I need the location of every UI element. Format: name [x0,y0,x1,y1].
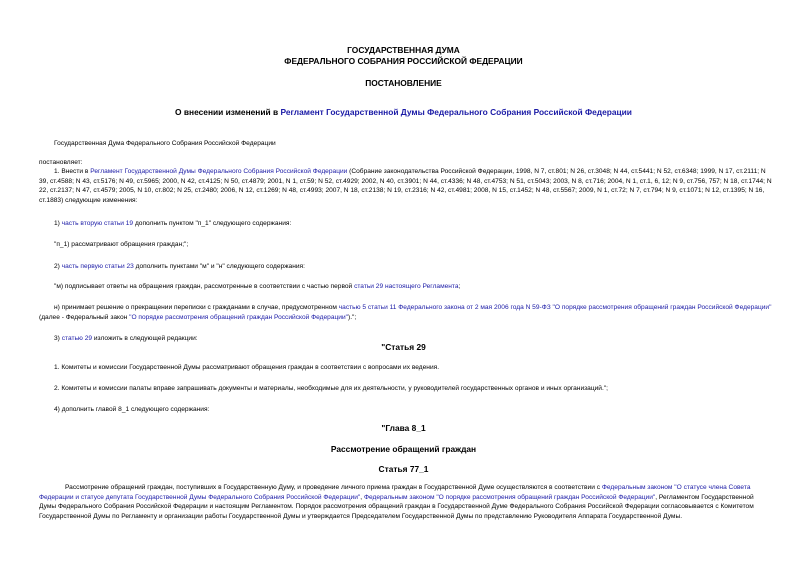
article-77-text-3: , Регламентом Государственной Думы Федерального Собрания Российской Федерации и настоящим Регламентом. Порядок рассмотрения обращений граждан в Государственной Думе Федерального Собрания Российской Федерации согласовывается с Комитетом Государственной Думы по Регламенту и организации работы Государственной Думы и утверждается Председателем Государственной Думы по представлению Руководителя Аппарата Государственной Думы. [39,493,754,520]
item-1-regulation-link[interactable]: Регламент Государственной Думы Федерального Собрания Российской Федерации [90,168,348,175]
point-2 [54,262,754,272]
point-2-m-text: "м) подписывает ответы на обращения граждан, рассмотренные в соответствии с частью первой [54,283,355,290]
point-2-n-text: н) принимает решение о прекращении переписки с гражданами в случае, предусмотренном [54,304,339,311]
article-29-link[interactable]: статьи 29 настоящего Регламента [354,283,459,290]
article-77-text [39,483,772,521]
chapter-heading: "Глава 8_1 [381,423,426,433]
intro-text: Государственная Дума Федерального Собрания Российской Федерации [54,140,276,147]
item-1 [39,167,772,205]
point-3-prefix: 3) [54,335,62,342]
article-29-p2: 2. Комитеты и комиссии палаты вправе запрашивать документы и материалы, необходимые для их деятельности, у руководителей государственных органов и иных организаций."; [54,385,608,392]
status-law-link[interactable]: Федеральным законом "О статусе члена Совета Федерации и статусе депутата Государственной Думы Федерального Собрания Российской Федерации" [39,484,751,501]
article-29-p1: 1. Комитеты и комиссии Государственной Думы рассматривают обращения граждан в соответствии с вопросами их ведения. [54,364,440,371]
doc-title-prefix: О внесении изменений в [175,107,281,117]
point-2-m-end: ; [458,283,461,290]
article-77-text-2: , [360,493,364,501]
article-29-heading: "Статья 29 [381,342,426,352]
point-2-n-mid: (далее - Федеральный закон [39,313,130,321]
item-1-rest: (Собрание законодательства Российской Федерации, 1998, N 7, ст.801; N 26, ст.3048; N 44, ст.5441; N 52, ст.6348; 1999, N 17, ст.2111; N 39, ст.4588; N 43, ст.5176; N 49, ст.5965; 2000, N 42, ст.4125; N 50, ст.4879; 2001, N 1, ст.59; N 52, ст.4929; 2002, N 40, ст.3901; N 44, ст.4336; N 48, ст.4753; N 51, ст.5043; 2003, N 8, ст.716; 2004, N 1, ст.1, 6, 12; N 9, ст.756, 757; N 18, ст.1744; N 22, ст.2137; N 47, ст.4579; 2005, N 10, ст.802; N 25, ст.2480; 2006, N 12, ст.1269; N 48, ст.4993; 2007, N 18, ст.2138; N 19, ст.2316; N 42, ст.4981; 2008, N 15, ст.1452; N 48, ст.5567; 2009, N 1, ст.72; N 7, ст.794; N 9, ст.1071; N 12, ст.1395; N 16, ст.1883) следующие изменения: [39,168,772,204]
article-77-text-1: Рассмотрение обращений граждан, поступивших в Государственную Думу, и проведение личного приема граждан в Государственной Думе осуществляются в соответствии с [65,484,602,491]
point-2-n-end: )."; [348,313,357,321]
chapter-title: Рассмотрение обращений граждан [330,444,477,454]
resolves-text: постановляет: [39,159,83,166]
doc-type: ПОСТАНОВЛЕНИЕ [365,78,442,88]
point-2-link[interactable]: часть первую статьи 23 [61,263,134,270]
item-1-prefix: 1. Внести в [54,168,91,175]
point-3-link[interactable]: статью 29 [61,335,93,342]
doc-title [0,107,807,118]
point-4: 4) дополнить главой 8_1 следующего содержания: [54,406,210,413]
point-2-prefix: 2) [54,263,62,270]
federal-law-59-link[interactable]: частью 5 статьи 11 Федерального закона от 2 мая 2006 года N 59-ФЗ "О порядке рассмотрения обращений граждан Российской Федерации" [338,304,772,311]
point-1-quote: "п_1) рассматривают обращения граждан;"; [54,241,189,248]
point-1-link[interactable]: часть вторую статьи 19 [61,220,134,227]
point-3-rest: изложить в следующей редакции: [92,335,198,342]
article-77-heading: Статья 77_1 [378,464,429,474]
federal-law-title-link[interactable]: "О порядке рассмотрения обращений граждан Российской Федерации" [129,313,348,321]
point-2-rest: дополнить пунктами "м" и "н" следующего содержания: [133,263,305,270]
point-1 [54,219,754,229]
org-title-line1: ГОСУДАРСТВЕННАЯ ДУМА [347,45,460,55]
point-1-prefix: 1) [54,220,62,227]
point-2-m [54,282,754,292]
point-1-rest: дополнить пунктом "п_1" следующего содержания: [133,220,292,227]
org-title-line2: ФЕДЕРАЛЬНОГО СОБРАНИЯ РОССИЙСКОЙ ФЕДЕРАЦИИ [284,56,523,66]
regulation-link[interactable]: Регламент Государственной Думы Федерального Собрания Российской Федерации [280,107,632,117]
appeals-law-link[interactable]: Федеральным законом "О порядке рассмотрения обращений граждан Российской Федерации" [363,493,656,501]
point-2-n [39,303,772,322]
